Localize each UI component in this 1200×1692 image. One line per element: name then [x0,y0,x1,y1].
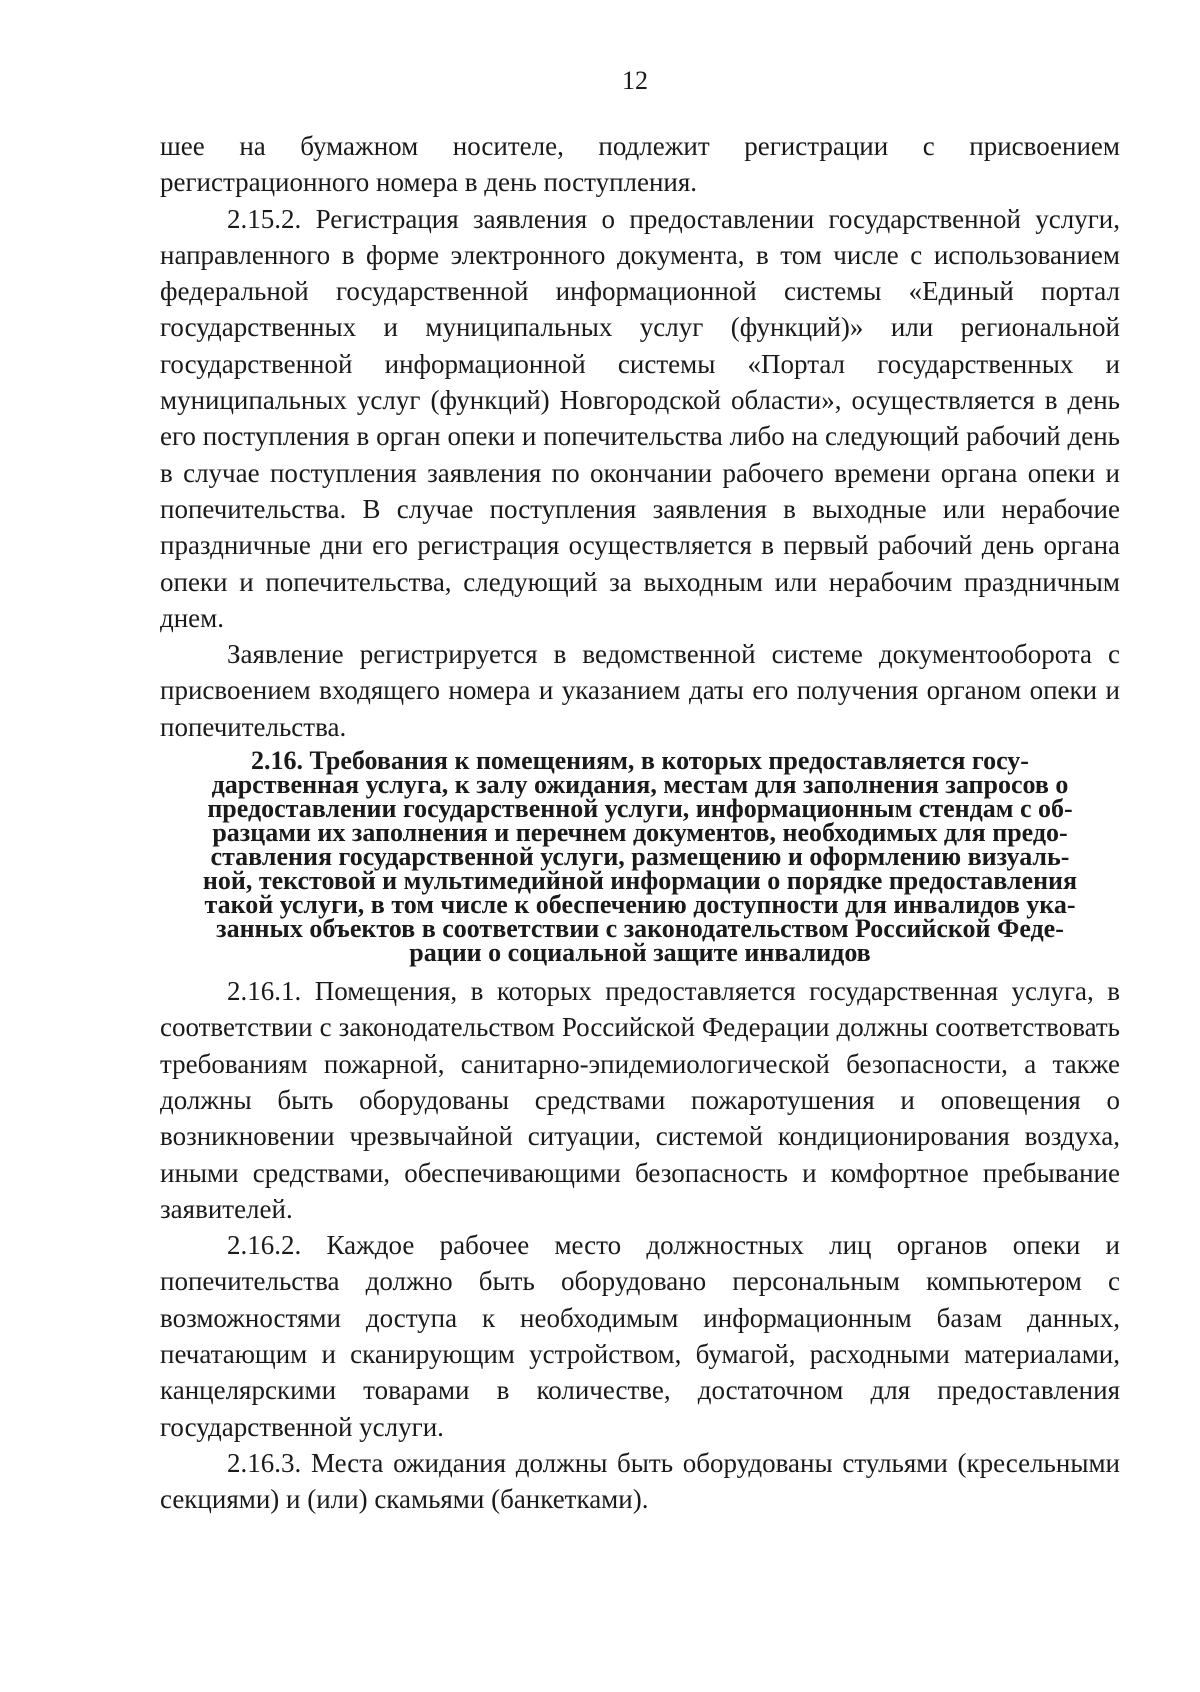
heading-line: занных объектов в соответствии с законодательством Российской Феде- [216,914,1064,944]
document-body [160,128,1120,1518]
paragraph-2-16-1: 2.16.1. Помещения, в которых предоставляется государственная услуга, в соответствии с законодательством Российской Федерации должны соответствовать требованиям пожарной, санитарно-эпидемиологической безопасности, а также должны быть оборудованы средствами пожаротушения и оповещения о возникновении чрезвычайной ситуации, системой кондиционирования воздуха, иными средствами, обеспечивающими безопасность и комфортное пребывание заявителей. [160,976,1120,1224]
heading-line: ставления государственной услуги, размещению и оформлению визуаль- [210,842,1070,872]
heading-line: предоставлении государственной услуги, информационным стендам с об- [207,794,1073,824]
heading-line: разцами их заполнения и перечнем документов, необходимых для предо- [212,818,1068,848]
page-number: 12 [622,66,648,95]
heading-line: рации о социальной защите инвалидов [409,938,871,968]
paragraph-registration: Заявление регистрируется в ведомственной системе документооборота с присвоением входящего номера и указанием даты его получения органом опеки и попечительства. [160,639,1120,742]
heading-line: 2.16. Требования к помещениям, в которых предоставляется госу- [251,746,1029,776]
paragraph-2-15-2: 2.15.2. Регистрация заявления о предоставлении государственной услуги, направленного в форме электронного документа, в том числе с использованием федеральной государственной информационной системы «Единый портал государственных и муниципальных услуг (функций)» или региональной государственной информационной системы «Портал государственных и муниципальных услуг (функций) Новгородской области», осуществляется в день его поступления в орган опеки и попечительства либо на следующий рабочий день в случае поступления заявления по окончании рабочего времени органа опеки и попечительства. В случае поступления заявления в выходные или нерабочие праздничные дни его регистрация осуществляется в первый рабочий день органа опеки и попечительства, следующий за выходным или нерабочим праздничным днем. [160,203,1120,633]
heading-line: ной, текстовой и мультимедийной информации о порядке предоставления [202,866,1078,896]
section-heading-2-16 [160,746,1120,968]
paragraph-continuation: шее на бумажном носителе, подлежит регистрации с присвоением регистрационного номера в день поступления. [160,131,1120,198]
paragraph-2-16-3: 2.16.3. Места ожидания должны быть оборудованы стульями (кресельными секциями) и (или) скамьями (банкетками). [160,1447,1120,1515]
heading-line: дарственная услуга, к залу ожидания, местам для заполнения запросов о [211,770,1069,800]
heading-line: такой услуги, в том числе к обеспечению доступности для инвалидов ука- [204,890,1076,920]
paragraph-2-16-2: 2.16.2. Каждое рабочее место должностных лиц органов опеки и попечительства должно быть оборудовано персональным компьютером с возможностями доступа к необходимым информационным базам данных, печатающим и сканирующим устройством, бумагой, расходными материалами, канцелярскими товарами в количестве, достаточном для предоставления государственной услуги. [160,1230,1120,1442]
